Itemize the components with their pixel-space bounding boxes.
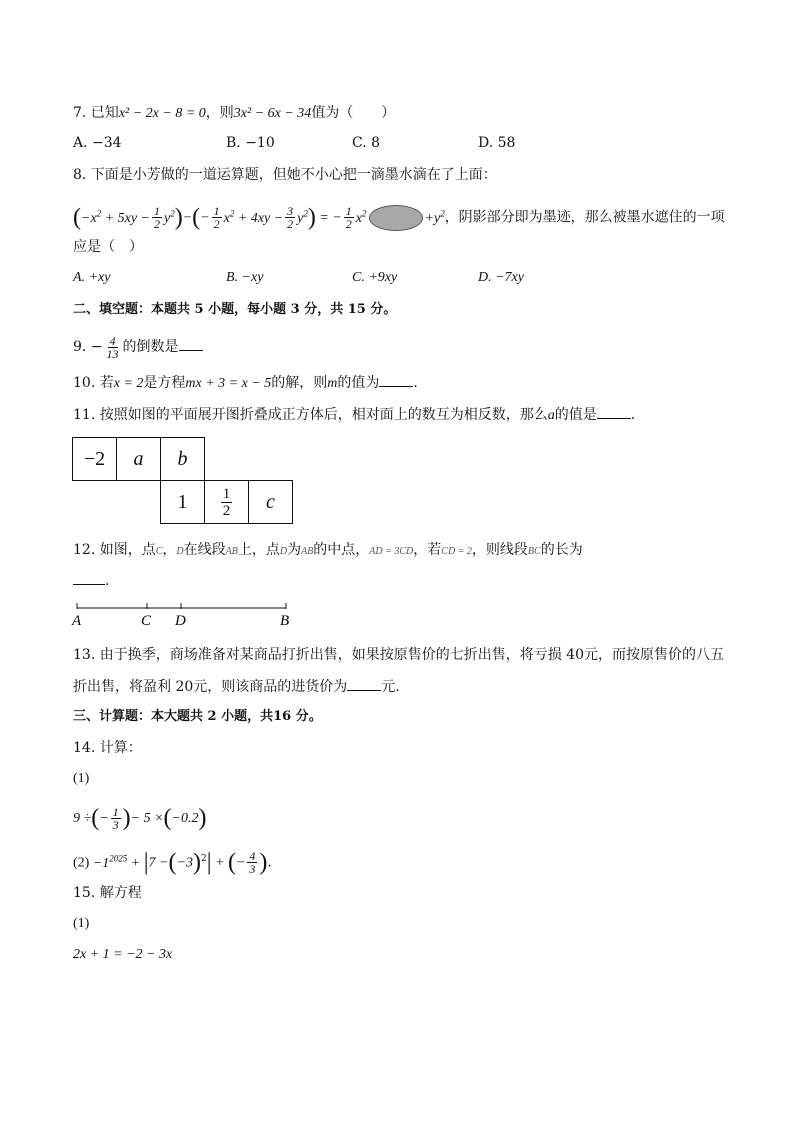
- q7-mid: ，则: [205, 105, 234, 121]
- q10-suffix: 的值为: [337, 375, 380, 391]
- q12-sep: ，: [162, 542, 177, 558]
- q8-after: ，阴影部分即为墨迹，那么被墨水遮住的一项: [444, 209, 725, 226]
- q8-option-c[interactable]: C. +9xy: [352, 270, 398, 285]
- segment-figure: [70, 600, 300, 630]
- q10-var: m: [327, 376, 338, 391]
- label-d: D: [175, 613, 186, 629]
- net-cell-a: a: [116, 437, 161, 481]
- q7-suffix: 值为（ ）: [311, 105, 396, 121]
- q15-eq1: 2x + 1 = −2 − 3x: [73, 947, 173, 962]
- q8-line3: 应是（ ）: [73, 239, 143, 255]
- q10-cond: x = 2: [113, 376, 144, 391]
- q10-mid1: 是方程: [143, 375, 186, 391]
- q12-p5: 的中点，: [313, 542, 370, 558]
- q7-stem: [73, 103, 395, 124]
- net-cell-c: c: [248, 480, 293, 524]
- q13-line2a: 折出售，将盈利 20元，则该商品的进货价为: [73, 679, 348, 695]
- q12-rel: AD = 3CD: [369, 546, 414, 557]
- q7-option-d[interactable]: D. 58: [478, 135, 516, 151]
- q12-cd: CD = 2: [441, 546, 472, 557]
- q12-p7: ，则线段: [471, 542, 528, 558]
- ink-blot: [369, 205, 423, 231]
- q7-given: x² − 2x − 8 = 0: [118, 106, 206, 121]
- label-b: B: [280, 613, 290, 629]
- q12-d2: D: [279, 546, 288, 557]
- q12-d: D: [176, 546, 184, 557]
- q10-prefix: 10. 若: [73, 375, 114, 391]
- q12-line2: .: [73, 570, 109, 591]
- q9-blank[interactable]: [179, 336, 203, 351]
- q12-p1: 12. 如图，点: [73, 542, 156, 558]
- q14-part2-label: (2): [73, 855, 90, 871]
- net-half-num: 1: [222, 485, 231, 502]
- q12-p3: 上，点: [237, 542, 280, 558]
- q9-stem: [73, 333, 203, 361]
- q8-option-b[interactable]: B. −xy: [226, 270, 264, 285]
- q7-option-a[interactable]: A. −34: [73, 135, 122, 151]
- q12-c: C: [155, 546, 163, 557]
- q11-stem: 11. 按照如图的平面展开图折叠成正方体后，相对面上的数互为相反数，那么a的值是 .: [73, 404, 635, 426]
- q11-text: 11. 按照如图的平面展开图折叠成正方体后，相对面上的数互为相反数，那么: [73, 407, 548, 423]
- q10-blank[interactable]: [379, 372, 413, 387]
- q12-stem: [73, 540, 583, 562]
- q12-bc: BC: [527, 546, 541, 557]
- q12-p4: 为: [287, 542, 302, 558]
- q14-title: 14. 计算：: [73, 740, 142, 756]
- q9-prefix: 9. −: [73, 339, 103, 355]
- net-cell-1: 1: [160, 480, 205, 524]
- q12-p2: 在线段: [183, 542, 226, 558]
- q12-blank[interactable]: [73, 570, 105, 585]
- net-cell-half: [204, 480, 249, 524]
- q8-expression: ($-x^2 + 5xy$ − $\frac{1}{2}$ $y^2)-(-$ $\frac{1}{2}$ $x^2 + 4xy$ − $\frac{3}{2}$ $y^2$) = − $\frac{1}{2}$ $x^2 +y^2$，阴影部分即为墨迹，那么被墨水遮住的一项: [73, 204, 725, 232]
- q15-part1-label: (1): [73, 916, 90, 931]
- q13-blank[interactable]: [347, 676, 381, 691]
- q7-prefix: 7. 已知: [73, 105, 119, 121]
- q11-blank[interactable]: [597, 404, 631, 419]
- q8-option-a[interactable]: A. +xy: [73, 270, 111, 285]
- q11-suffix: 的值是: [554, 407, 597, 423]
- q13-line2: [73, 676, 400, 697]
- label-c: C: [141, 613, 152, 629]
- label-a: A: [72, 613, 82, 629]
- section3-heading: 三、计算题：本大题共 2 小题，共16 分。: [73, 709, 322, 724]
- q14-expr1: 9 ÷(− $\frac{1}{3}$ )− 5 ×(−0.2): [73, 804, 207, 832]
- net-cell-b: b: [160, 437, 205, 481]
- q13-line1: 13. 由于换季，商场准备对某商品打折出售，如果按原售价的七折出售，将亏损 40元，而按原售价的八五: [73, 647, 724, 663]
- q11-var: a: [547, 408, 555, 423]
- q9-suffix: 的倒数是: [122, 339, 179, 355]
- q12-ab: AB: [225, 546, 238, 557]
- q12-p8: 的长为: [540, 542, 583, 558]
- q12-ab2: AB: [301, 546, 314, 557]
- q7-option-b[interactable]: B. −10: [226, 135, 275, 151]
- q9-num: 4: [109, 333, 116, 348]
- net-cell-minus2: −2: [72, 437, 117, 481]
- q10-stem: 10. 若x = 2是方程mx + 3 = x − 5的解，则m的值为 .: [73, 372, 418, 394]
- q9-den: 13: [106, 346, 119, 361]
- q14-part1-label: (1): [73, 771, 90, 786]
- q15-title: 15. 解方程: [73, 885, 142, 901]
- q10-eq: mx + 3 = x − 5: [185, 376, 272, 391]
- section2-heading: 二、填空题：本题共 5 小题，每小题 3 分，共 15 分。: [73, 302, 397, 317]
- q7-option-c[interactable]: C. 8: [352, 135, 381, 151]
- q14-expr2: $(2) -1^{2025} + |7 -(-3)^2|$ + (− $\frac{4}{3}$ ).: [73, 849, 272, 877]
- q7-expr: 3x² − 6x − 34: [233, 106, 312, 121]
- net-half-den: 2: [222, 502, 231, 519]
- q8-stem: 8. 下面是小芳做的一道运算题，但她不小心把一滴墨水滴在了上面：: [73, 167, 497, 183]
- q12-p6: ，若: [413, 542, 442, 558]
- q8-option-d[interactable]: D. −7xy: [478, 270, 524, 285]
- q13-line2b: 元.: [381, 679, 400, 695]
- q10-mid2: 的解，则: [271, 375, 328, 391]
